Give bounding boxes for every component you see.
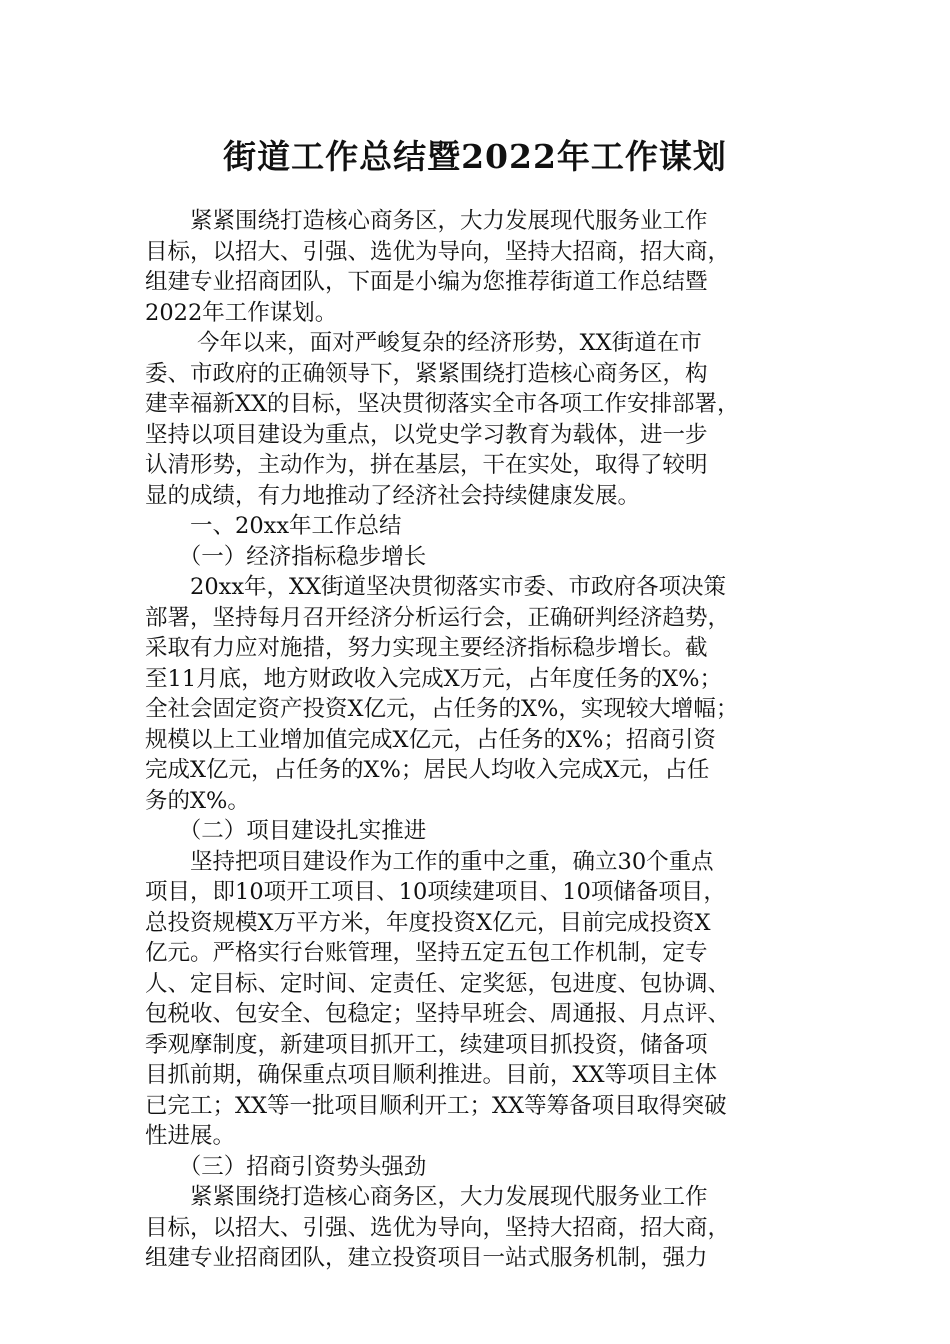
body-line: 目标，以招大、引强、选优为导向，坚持大招商，招大商，: [145, 1214, 731, 1241]
body-line: （一）经济指标稳步增长: [145, 543, 427, 570]
body-line: 总投资规模X万平方米，年度投资X亿元，目前完成投资X: [145, 909, 711, 936]
body-line: 完成X亿元，占任务的X%；居民人均收入完成X元，占任: [145, 757, 710, 783]
body-line: 显的成绩，有力地推动了经济社会持续健康发展。: [145, 482, 641, 509]
body-line: 务的X%。: [145, 787, 250, 814]
body-line: 全社会固定资产投资X亿元，占任务的X%，实现较大增幅；: [145, 696, 739, 722]
body-line: 采取有力应对施措，努力实现主要经济指标稳步增长。截: [145, 635, 708, 661]
body-line: 季观摩制度，新建项目抓开工，续建项目抓投资，储备项: [145, 1031, 708, 1058]
body-line: （三）招商引资势头强劲: [145, 1153, 427, 1180]
body-line: 坚持把项目建设作为工作的重中之重，确立30个重点: [145, 848, 714, 875]
body-line: 20xx年，XX街道坚决贯彻落实市委、市政府各项决策: [145, 574, 727, 600]
document-title: 街道工作总结暨2022年工作谋划: [223, 137, 727, 176]
body-line: 至11月底，地方财政收入完成X万元，占年度任务的X%；: [145, 665, 723, 692]
body-line: 规模以上工业增加值完成X亿元，占任务的X%；招商引资: [145, 726, 716, 753]
body-line: （二）项目建设扎实推进: [145, 818, 427, 844]
body-line: 组建专业招商团队，下面是小编为您推荐街道工作总结暨: [145, 269, 708, 295]
body-line: 组建专业招商团队，建立投资项目一站式服务机制，强力: [145, 1245, 708, 1271]
body-line: 亿元。严格实行台账管理，坚持五定五包工作机制，定专: [145, 940, 708, 966]
body-line: 性进展。: [145, 1123, 236, 1149]
body-line: 认清形势，主动作为，拼在基层，干在实处，取得了较明: [145, 452, 708, 478]
body-line: 2022年工作谋划。: [145, 299, 338, 326]
body-line: 目抓前期，确保重点项目顺利推进。目前，XX等项目主体: [145, 1062, 718, 1088]
body-line: 建幸福新XX的目标，坚决贯彻落实全市各项工作安排部署，: [145, 391, 740, 417]
body-line: 项目，即10项开工项目、10项续建项目、10项储备项目，: [145, 879, 726, 905]
body-line: 目标，以招大、引强、选优为导向，坚持大招商，招大商，: [145, 238, 731, 265]
body-line: 委、市政府的正确领导下，紧紧围绕打造核心商务区，构: [145, 360, 708, 387]
body-line: 坚持以项目建设为重点，以党史学习教育为载体，进一步: [145, 421, 708, 448]
body-line: 紧紧围绕打造核心商务区，大力发展现代服务业工作: [145, 208, 708, 234]
body-line: 紧紧围绕打造核心商务区，大力发展现代服务业工作: [145, 1184, 708, 1210]
body-line: 今年以来，面对严峻复杂的经济形势，XX街道在市: [145, 330, 702, 356]
body-line: 包税收、包安全、包稳定；坚持早班会、周通报、月点评、: [145, 1001, 731, 1027]
body-line: 人、定目标、定时间、定责任、定奖惩，包进度、包协调、: [145, 970, 731, 997]
body-line: 已完工；XX等一批项目顺利开工；XX等筹备项目取得突破: [145, 1092, 727, 1119]
body-line: 一、20xx年工作总结: [145, 513, 402, 539]
document-body: [145, 206, 825, 1274]
body-line: 部署，坚持每月召开经济分析运行会，正确研判经济趋势，: [145, 604, 731, 631]
